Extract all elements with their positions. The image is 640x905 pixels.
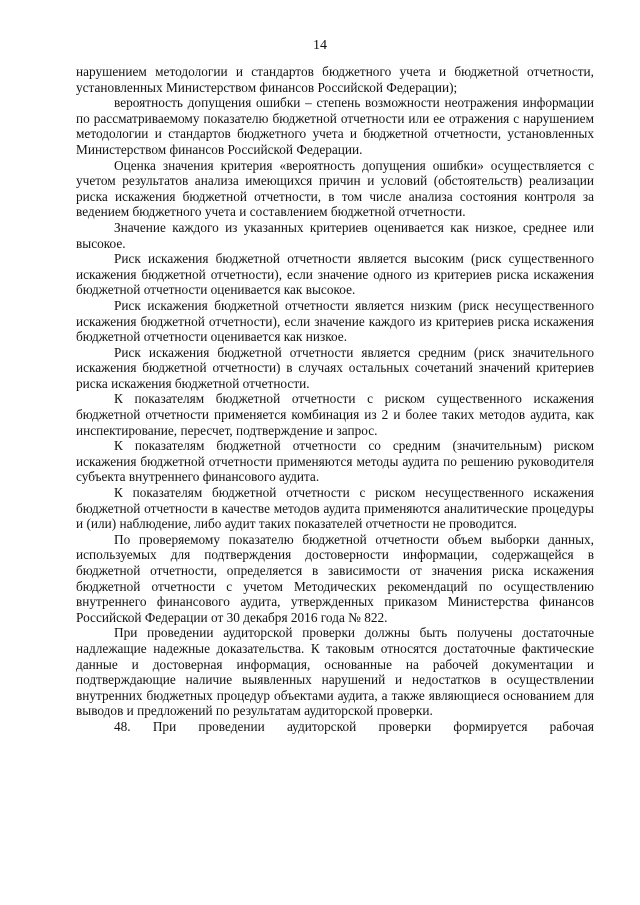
paragraph: По проверяемому показателю бюджетной отчетности объем выборки данных, используемых для подтверждения достоверности информации, содержащейся в бюджетной отчетности, определяется в зависимости от значения риска искажения бюджетной отчетности с учетом Методических рекомендаций по осуществлению внутреннего финансового аудита, утвержденных приказом Министерства финансов Российской Федерации от 30 декабря 2016 года № 822. bbox=[76, 531, 594, 625]
paragraph: нарушением методологии и стандартов бюджетного учета и бюджетной отчетности, установленных Министерством финансов Российской Федерации); bbox=[76, 64, 594, 95]
paragraph: Риск искажения бюджетной отчетности является низким (риск несущественного искажения бюджетной отчетности), если значение каждого из критериев риска искажения бюджетной отчетности оценивается как низкое. bbox=[76, 297, 594, 345]
paragraph: Риск искажения бюджетной отчетности является высоким (риск существенного искажения бюджетной отчетности), если значение одного из критериев риска искажения бюджетной отчетности оценивается как высокое. bbox=[76, 251, 594, 298]
document-body bbox=[76, 64, 594, 735]
paragraph: вероятность допущения ошибки – степень возможности неотражения информации по рассматриваемому показателю бюджетной отчетности или ее отражения с нарушением методологии и стандартов бюджетного учета и бюджетной отчетности, установленных Министерством финансов Российской Федерации. bbox=[76, 95, 594, 157]
paragraph: Риск искажения бюджетной отчетности является средним (риск значительного искажения бюджетной отчетности) в случаях остальных сочетаний значений критериев риска искажения бюджетной отчетности. bbox=[76, 344, 594, 391]
paragraph: К показателям бюджетной отчетности с риском существенного искажения бюджетной отчетности применяется комбинация из 2 и более таких методов аудита, как инспектирование, пересчет, подтверждение и запрос. bbox=[76, 391, 594, 438]
paragraph: Оценка значения критерия «вероятность допущения ошибки» осуществляется с учетом результатов анализа имеющихся причин и условий (обстоятельств) реализации риска искажения бюджетной отчетности, в том числе анализа состояния контроля за ведением бюджетного учета и составлением бюджетной отчетности. bbox=[76, 157, 594, 220]
paragraph: 48. При проведении аудиторской проверки формируется рабочая bbox=[114, 718, 594, 734]
paragraph: Значение каждого из указанных критериев оценивается как низкое, среднее или высокое. bbox=[76, 219, 594, 251]
paragraph: При проведении аудиторской проверки должны быть получены достаточные надлежащие надежные доказательства. К таковым относятся достаточные фактические данные и достоверная информация, основанные на рабочей документации и подтверждающие наличие выявленных нарушений и недостатков в осуществлении внутренних бюджетных процедур объектами аудита, а также являющиеся основанием для выводов и предложений по результатам аудиторской проверки. bbox=[76, 625, 594, 719]
paragraph: К показателям бюджетной отчетности с риском несущественного искажения бюджетной отчетности в качестве методов аудита применяются аналитические процедуры и (или) наблюдение, либо аудит таких показателей отчетности не проводится. bbox=[76, 485, 594, 532]
page-number: 14 bbox=[313, 38, 327, 53]
paragraph: К показателям бюджетной отчетности со средним (значительным) риском искажения бюджетной отчетности применяются методы аудита по решению руководителя субъекта внутреннего финансового аудита. bbox=[76, 438, 594, 485]
